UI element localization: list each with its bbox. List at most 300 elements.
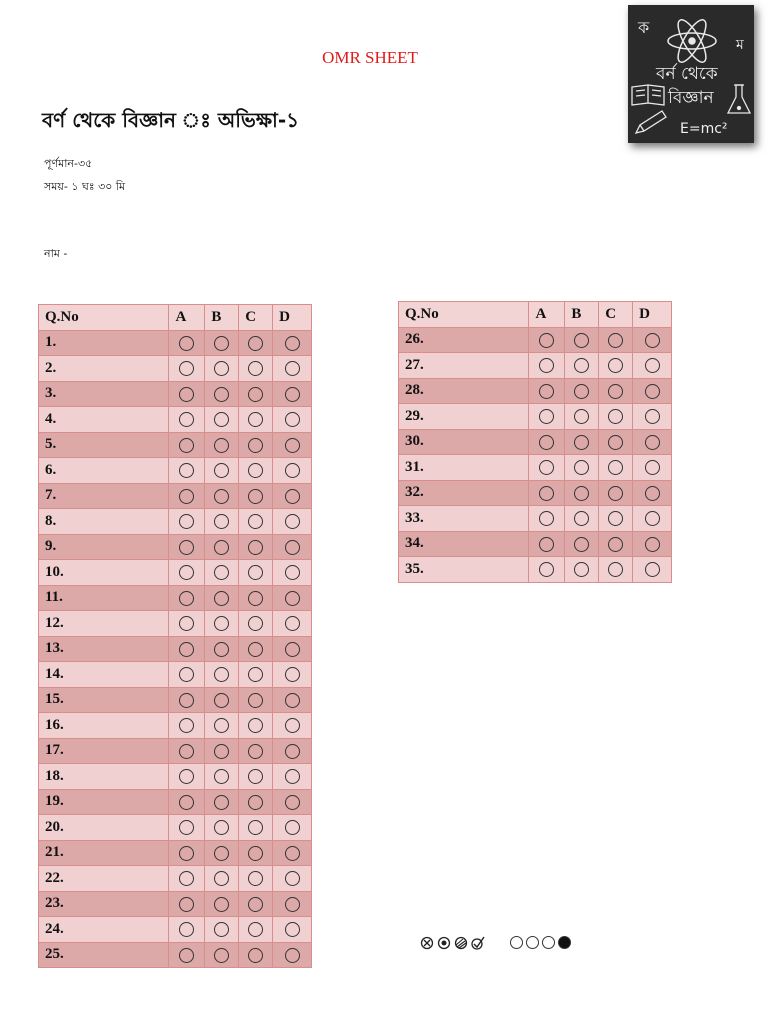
option-cell-a <box>169 534 205 560</box>
option-cell-b <box>565 480 599 506</box>
answer-bubble-a[interactable] <box>179 667 194 682</box>
doc-title: বর্ণ থেকে বিজ্ঞান ঃ অভিক্ষা-১ <box>42 108 300 132</box>
option-cell-a <box>529 557 565 583</box>
header-option-d: D <box>633 302 672 328</box>
answer-bubble-a[interactable] <box>179 489 194 504</box>
option-cell-b <box>565 404 599 430</box>
option-cell-a <box>169 483 205 509</box>
option-cell-b <box>205 866 239 892</box>
option-cell-a <box>169 738 205 764</box>
option-cell-c <box>239 636 273 662</box>
answer-bubble-a[interactable] <box>179 565 194 580</box>
option-cell-b <box>565 531 599 557</box>
option-cell-c <box>239 917 273 943</box>
answer-bubble-c[interactable] <box>608 460 623 475</box>
answer-bubble-a[interactable] <box>179 642 194 657</box>
answer-bubble-d[interactable] <box>285 463 300 478</box>
option-cell-c <box>239 738 273 764</box>
answer-bubble-d[interactable] <box>285 565 300 580</box>
option-cell-b <box>565 455 599 481</box>
answer-bubble-a[interactable] <box>179 540 194 555</box>
answer-bubble-d[interactable] <box>285 897 300 912</box>
answer-bubble-b[interactable] <box>214 616 229 631</box>
question-number: 28. <box>399 378 529 404</box>
option-cell-d <box>273 381 312 407</box>
answer-bubble-c[interactable] <box>248 897 263 912</box>
answer-bubble-a[interactable] <box>179 336 194 351</box>
answer-bubble-a[interactable] <box>179 693 194 708</box>
answer-bubble-a[interactable] <box>539 562 554 577</box>
option-cell-a <box>169 866 205 892</box>
option-cell-d <box>273 585 312 611</box>
answer-bubble-d[interactable] <box>645 562 660 577</box>
answer-bubble-a[interactable] <box>179 412 194 427</box>
header-option-d: D <box>273 305 312 331</box>
answer-bubble-d[interactable] <box>645 333 660 348</box>
question-number: 3. <box>39 381 169 407</box>
header-option-c: C <box>599 302 633 328</box>
option-cell-c <box>599 378 633 404</box>
answer-bubble-a[interactable] <box>179 514 194 529</box>
question-number: 26. <box>399 327 529 353</box>
answer-bubble-b[interactable] <box>214 846 229 861</box>
option-cell-c <box>239 764 273 790</box>
answer-bubble-c[interactable] <box>608 537 623 552</box>
omr-title: OMR SHEET <box>322 48 418 67</box>
option-cell-d <box>273 483 312 509</box>
option-cell-b <box>205 356 239 382</box>
option-cell-d <box>273 560 312 586</box>
answer-bubble-b[interactable] <box>214 565 229 580</box>
option-cell-a <box>169 891 205 917</box>
answer-bubble-d[interactable] <box>285 795 300 810</box>
answer-bubble-b[interactable] <box>214 922 229 937</box>
answer-bubble-d[interactable] <box>285 489 300 504</box>
question-number: 7. <box>39 483 169 509</box>
option-cell-d <box>273 509 312 535</box>
option-cell-c <box>239 866 273 892</box>
check-icon <box>471 935 485 949</box>
option-cell-c <box>599 327 633 353</box>
answer-bubble-c[interactable] <box>248 922 263 937</box>
answer-bubble-c[interactable] <box>248 438 263 453</box>
answer-bubble-b[interactable] <box>214 667 229 682</box>
answer-bubble-c[interactable] <box>608 486 623 501</box>
question-number: 25. <box>39 942 169 968</box>
answer-bubble-b[interactable] <box>574 358 589 373</box>
table-row <box>39 815 312 841</box>
option-cell-c <box>239 381 273 407</box>
answer-bubble-d[interactable] <box>285 412 300 427</box>
answer-bubble-d[interactable] <box>285 540 300 555</box>
answer-bubble-a[interactable] <box>179 897 194 912</box>
table-row <box>39 611 312 637</box>
answer-bubble-d[interactable] <box>285 922 300 937</box>
option-cell-a <box>529 378 565 404</box>
answer-bubble-b[interactable] <box>574 409 589 424</box>
answer-bubble-b[interactable] <box>574 511 589 526</box>
answer-bubble-b[interactable] <box>214 540 229 555</box>
table-row <box>39 713 312 739</box>
option-cell-b <box>205 789 239 815</box>
answer-bubble-c[interactable] <box>248 948 263 963</box>
answer-bubble-c[interactable] <box>248 489 263 504</box>
answer-bubble-d[interactable] <box>285 820 300 835</box>
option-cell-d <box>633 531 672 557</box>
question-number: 10. <box>39 560 169 586</box>
table-row <box>39 687 312 713</box>
option-cell-d <box>273 738 312 764</box>
option-cell-a <box>169 815 205 841</box>
answer-bubble-d[interactable] <box>285 642 300 657</box>
question-number: 35. <box>399 557 529 583</box>
option-cell-b <box>205 483 239 509</box>
table-row <box>39 432 312 458</box>
answer-bubble-c[interactable] <box>248 769 263 784</box>
answer-bubble-b[interactable] <box>574 333 589 348</box>
logo-formula: E=mc² <box>680 121 728 137</box>
answer-bubble-d[interactable] <box>645 460 660 475</box>
answer-bubble-d[interactable] <box>645 537 660 552</box>
answer-bubble-b[interactable] <box>214 693 229 708</box>
answer-bubble-b[interactable] <box>574 562 589 577</box>
answer-bubble-c[interactable] <box>248 514 263 529</box>
answer-bubble-b[interactable] <box>574 486 589 501</box>
answer-bubble-a[interactable] <box>179 463 194 478</box>
question-number: 8. <box>39 509 169 535</box>
table-row <box>39 483 312 509</box>
table-row <box>39 534 312 560</box>
full-marks: পূর্ণমান-৩৫ <box>44 157 93 170</box>
option-cell-d <box>633 506 672 532</box>
option-cell-b <box>205 509 239 535</box>
option-cell-d <box>273 866 312 892</box>
answer-bubble-a[interactable] <box>179 795 194 810</box>
option-cell-d <box>633 480 672 506</box>
question-number: 23. <box>39 891 169 917</box>
dot-circle-icon <box>437 935 451 949</box>
table-row <box>39 942 312 968</box>
option-cell-a <box>169 407 205 433</box>
question-number: 30. <box>399 429 529 455</box>
answer-bubble-a[interactable] <box>179 846 194 861</box>
answer-bubble-d[interactable] <box>645 409 660 424</box>
answer-bubble-d[interactable] <box>285 514 300 529</box>
answer-bubble-c[interactable] <box>608 562 623 577</box>
answer-bubble-c[interactable] <box>248 336 263 351</box>
legend-empty-bubble <box>510 936 523 949</box>
answer-bubble-b[interactable] <box>214 897 229 912</box>
answer-bubble-c[interactable] <box>248 565 263 580</box>
answer-bubble-c[interactable] <box>248 846 263 861</box>
option-cell-b <box>205 738 239 764</box>
answer-bubble-c[interactable] <box>608 409 623 424</box>
answer-table-right <box>398 301 672 583</box>
table-row <box>39 458 312 484</box>
answer-bubble-d[interactable] <box>645 511 660 526</box>
answer-bubble-d[interactable] <box>285 871 300 886</box>
option-cell-b <box>205 840 239 866</box>
logo-line1: বর্ন থেকে <box>656 64 718 84</box>
answer-bubble-d[interactable] <box>285 693 300 708</box>
table-row <box>39 840 312 866</box>
table-row <box>39 662 312 688</box>
answer-bubble-a[interactable] <box>539 358 554 373</box>
option-cell-b <box>565 378 599 404</box>
answer-bubble-c[interactable] <box>248 591 263 606</box>
option-cell-d <box>273 356 312 382</box>
answer-bubble-d[interactable] <box>285 948 300 963</box>
answer-bubble-d[interactable] <box>285 667 300 682</box>
option-cell-b <box>205 432 239 458</box>
cross-circle-icon <box>420 935 434 949</box>
answer-bubble-b[interactable] <box>214 463 229 478</box>
answer-bubble-c[interactable] <box>248 693 263 708</box>
option-cell-c <box>599 557 633 583</box>
answer-bubble-c[interactable] <box>608 358 623 373</box>
answer-bubble-b[interactable] <box>214 744 229 759</box>
answer-bubble-a[interactable] <box>539 511 554 526</box>
answer-bubble-d[interactable] <box>285 769 300 784</box>
table-row <box>399 327 672 353</box>
answer-bubble-a[interactable] <box>179 948 194 963</box>
question-number: 1. <box>39 330 169 356</box>
option-cell-d <box>273 636 312 662</box>
question-number: 32. <box>399 480 529 506</box>
option-cell-a <box>169 789 205 815</box>
option-cell-b <box>205 917 239 943</box>
answer-bubble-d[interactable] <box>285 744 300 759</box>
question-number: 22. <box>39 866 169 892</box>
header-option-b: B <box>565 302 599 328</box>
option-cell-a <box>169 636 205 662</box>
option-cell-b <box>205 560 239 586</box>
option-cell-c <box>239 356 273 382</box>
question-number: 20. <box>39 815 169 841</box>
answer-bubble-a[interactable] <box>539 384 554 399</box>
answer-bubble-d[interactable] <box>285 718 300 733</box>
answer-bubble-a[interactable] <box>539 333 554 348</box>
option-cell-c <box>599 506 633 532</box>
option-cell-a <box>529 480 565 506</box>
option-cell-b <box>205 611 239 637</box>
answer-bubble-a[interactable] <box>539 409 554 424</box>
option-cell-c <box>239 611 273 637</box>
answer-bubble-a[interactable] <box>539 537 554 552</box>
option-cell-c <box>239 483 273 509</box>
option-cell-a <box>529 353 565 379</box>
option-cell-b <box>565 429 599 455</box>
table-row <box>39 509 312 535</box>
answer-bubble-d[interactable] <box>285 591 300 606</box>
answer-bubble-c[interactable] <box>608 511 623 526</box>
answer-bubble-d[interactable] <box>285 438 300 453</box>
option-cell-b <box>205 891 239 917</box>
option-cell-d <box>273 764 312 790</box>
table-row <box>399 506 672 532</box>
answer-bubble-b[interactable] <box>214 514 229 529</box>
table-row <box>399 378 672 404</box>
option-cell-d <box>273 815 312 841</box>
option-cell-a <box>529 506 565 532</box>
table-row <box>39 917 312 943</box>
table-row <box>39 560 312 586</box>
option-cell-b <box>205 407 239 433</box>
option-cell-b <box>565 506 599 532</box>
brand-logo <box>628 5 754 143</box>
answer-bubble-c[interactable] <box>248 412 263 427</box>
table-row <box>39 407 312 433</box>
answer-bubble-a[interactable] <box>179 591 194 606</box>
answer-bubble-d[interactable] <box>645 435 660 450</box>
answer-bubble-c[interactable] <box>248 361 263 376</box>
answer-bubble-c[interactable] <box>248 540 263 555</box>
answer-bubble-d[interactable] <box>645 384 660 399</box>
question-number: 9. <box>39 534 169 560</box>
option-cell-c <box>599 455 633 481</box>
answer-bubble-d[interactable] <box>645 358 660 373</box>
option-cell-c <box>239 509 273 535</box>
option-cell-a <box>169 330 205 356</box>
answer-bubble-c[interactable] <box>248 463 263 478</box>
answer-bubble-b[interactable] <box>214 795 229 810</box>
answer-bubble-c[interactable] <box>248 871 263 886</box>
answer-bubble-d[interactable] <box>645 486 660 501</box>
table-header-row <box>399 302 672 328</box>
answer-bubble-b[interactable] <box>214 820 229 835</box>
answer-bubble-b[interactable] <box>214 769 229 784</box>
answer-bubble-b[interactable] <box>574 460 589 475</box>
answer-bubble-b[interactable] <box>214 438 229 453</box>
option-cell-c <box>239 840 273 866</box>
question-number: 11. <box>39 585 169 611</box>
option-cell-a <box>169 840 205 866</box>
answer-bubble-a[interactable] <box>179 387 194 402</box>
answer-bubble-c[interactable] <box>248 744 263 759</box>
answer-bubble-c[interactable] <box>608 333 623 348</box>
option-cell-a <box>169 713 205 739</box>
option-cell-d <box>273 789 312 815</box>
answer-bubble-b[interactable] <box>214 718 229 733</box>
answer-bubble-d[interactable] <box>285 846 300 861</box>
option-cell-c <box>239 432 273 458</box>
table-row <box>399 404 672 430</box>
answer-bubble-c[interactable] <box>248 667 263 682</box>
legend-filled-bubble <box>558 936 571 949</box>
table-row <box>399 455 672 481</box>
option-cell-a <box>169 560 205 586</box>
answer-bubble-d[interactable] <box>285 361 300 376</box>
answer-bubble-c[interactable] <box>248 616 263 631</box>
option-cell-a <box>529 429 565 455</box>
question-number: 12. <box>39 611 169 637</box>
answer-bubble-c[interactable] <box>248 795 263 810</box>
answer-bubble-b[interactable] <box>214 642 229 657</box>
answer-bubble-a[interactable] <box>179 616 194 631</box>
answer-bubble-b[interactable] <box>214 489 229 504</box>
table-row <box>39 764 312 790</box>
answer-bubble-a[interactable] <box>539 460 554 475</box>
table-row <box>399 531 672 557</box>
answer-bubble-c[interactable] <box>248 718 263 733</box>
option-cell-a <box>169 942 205 968</box>
option-cell-a <box>169 458 205 484</box>
table-row <box>399 557 672 583</box>
option-cell-d <box>273 432 312 458</box>
flask-icon <box>728 85 750 113</box>
option-cell-d <box>273 687 312 713</box>
answer-bubble-b[interactable] <box>214 387 229 402</box>
option-cell-c <box>239 560 273 586</box>
answer-bubble-c[interactable] <box>608 384 623 399</box>
answer-bubble-a[interactable] <box>179 438 194 453</box>
answer-bubble-a[interactable] <box>179 922 194 937</box>
option-cell-a <box>529 327 565 353</box>
answer-bubble-a[interactable] <box>179 871 194 886</box>
answer-bubble-b[interactable] <box>574 384 589 399</box>
option-cell-a <box>529 531 565 557</box>
option-cell-a <box>529 455 565 481</box>
table-row <box>39 636 312 662</box>
answer-bubble-c[interactable] <box>248 642 263 657</box>
answer-bubble-c[interactable] <box>248 820 263 835</box>
question-number: 29. <box>399 404 529 430</box>
answer-bubble-a[interactable] <box>179 744 194 759</box>
answer-bubble-d[interactable] <box>285 387 300 402</box>
option-cell-d <box>633 557 672 583</box>
marking-legend <box>420 932 574 952</box>
table-row <box>39 891 312 917</box>
table-row <box>39 789 312 815</box>
answer-bubble-d[interactable] <box>285 616 300 631</box>
option-cell-c <box>239 891 273 917</box>
option-cell-c <box>239 713 273 739</box>
answer-bubble-a[interactable] <box>539 486 554 501</box>
option-cell-c <box>239 407 273 433</box>
option-cell-d <box>273 662 312 688</box>
table-row <box>39 738 312 764</box>
answer-bubble-a[interactable] <box>179 820 194 835</box>
answer-bubble-a[interactable] <box>539 435 554 450</box>
option-cell-c <box>599 531 633 557</box>
answer-bubble-a[interactable] <box>179 361 194 376</box>
answer-bubble-b[interactable] <box>214 948 229 963</box>
answer-bubble-b[interactable] <box>214 412 229 427</box>
option-cell-c <box>239 585 273 611</box>
option-cell-d <box>273 407 312 433</box>
answer-bubble-d[interactable] <box>285 336 300 351</box>
answer-bubble-b[interactable] <box>574 537 589 552</box>
option-cell-b <box>565 327 599 353</box>
answer-bubble-b[interactable] <box>214 361 229 376</box>
answer-bubble-b[interactable] <box>214 336 229 351</box>
answer-bubble-a[interactable] <box>179 718 194 733</box>
header-option-a: A <box>169 305 205 331</box>
answer-bubble-b[interactable] <box>214 871 229 886</box>
option-cell-b <box>205 381 239 407</box>
question-number: 31. <box>399 455 529 481</box>
option-cell-d <box>633 429 672 455</box>
answer-bubble-b[interactable] <box>214 591 229 606</box>
option-cell-a <box>169 662 205 688</box>
option-cell-d <box>633 353 672 379</box>
question-number: 16. <box>39 713 169 739</box>
answer-bubble-c[interactable] <box>248 387 263 402</box>
question-number: 33. <box>399 506 529 532</box>
answer-bubble-b[interactable] <box>574 435 589 450</box>
answer-bubble-c[interactable] <box>608 435 623 450</box>
answer-bubble-a[interactable] <box>179 769 194 784</box>
